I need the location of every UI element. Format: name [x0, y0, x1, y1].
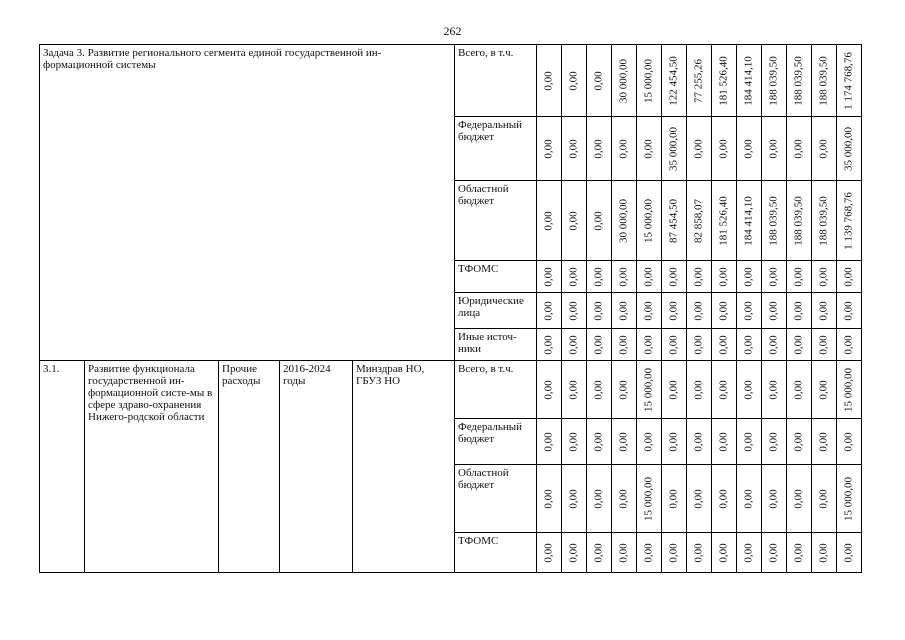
- value-cell: [712, 181, 737, 261]
- value-cell: [637, 533, 662, 573]
- value-cell: [587, 533, 612, 573]
- funding-source-text: Областной бюджет: [458, 467, 509, 491]
- value-cell: [587, 181, 612, 261]
- value-cell: [612, 181, 637, 261]
- value-cell: [637, 181, 662, 261]
- value-cell: [687, 117, 712, 181]
- value-text: 188 039,50: [817, 55, 830, 106]
- value-text: 0,00: [792, 431, 805, 452]
- value-cell: [687, 293, 712, 329]
- value-text: 0,00: [617, 431, 630, 452]
- value-cell: [562, 361, 587, 419]
- value-cell: [687, 361, 712, 419]
- value-text: 0,00: [717, 488, 730, 509]
- value-text: 0,00: [567, 431, 580, 452]
- funding-source-text: Федеральный бюджет: [458, 119, 523, 143]
- value-cell: [587, 465, 612, 533]
- value-text: 188 039,50: [817, 195, 830, 246]
- value-cell: [537, 117, 562, 181]
- value-text: 35 000,00: [842, 126, 855, 171]
- value-text: 0,00: [692, 266, 705, 287]
- value-cell: [837, 361, 862, 419]
- value-cell: [812, 419, 837, 465]
- value-cell: [612, 329, 637, 361]
- value-text: 0,00: [717, 300, 730, 321]
- funding-table: [39, 44, 862, 573]
- funding-source-text: Областной бюджет: [458, 183, 509, 207]
- value-text: 0,00: [717, 334, 730, 355]
- value-cell: [812, 361, 837, 419]
- value-text: 188 039,50: [792, 195, 805, 246]
- value-text: 0,00: [792, 138, 805, 159]
- value-cell: [587, 361, 612, 419]
- value-text: 0,00: [792, 300, 805, 321]
- value-cell: [812, 465, 837, 533]
- funding-source: [455, 361, 537, 419]
- value-text: 0,00: [792, 379, 805, 400]
- value-text: 82 858,07: [692, 198, 705, 243]
- value-text: 0,00: [667, 431, 680, 452]
- value-text: 0,00: [592, 488, 605, 509]
- value-cell: [587, 261, 612, 293]
- value-text: 0,00: [617, 266, 630, 287]
- value-cell: [812, 117, 837, 181]
- value-cell: [737, 181, 762, 261]
- value-text: 0,00: [592, 138, 605, 159]
- value-text: 0,00: [692, 379, 705, 400]
- value-cell: [837, 533, 862, 573]
- value-cell: [587, 329, 612, 361]
- value-text: 0,00: [542, 431, 555, 452]
- value-text: 0,00: [742, 379, 755, 400]
- funding-source-text: Всего, в т.ч.: [458, 47, 514, 59]
- value-cell: [812, 181, 837, 261]
- value-text: 0,00: [642, 431, 655, 452]
- value-cell: [687, 419, 712, 465]
- value-cell: [537, 329, 562, 361]
- funding-source: [455, 261, 537, 293]
- value-text: 0,00: [542, 334, 555, 355]
- value-cell: [712, 45, 737, 117]
- value-text: 0,00: [542, 70, 555, 91]
- expense-type: [219, 361, 280, 573]
- funding-source-text: Всего, в т.ч.: [458, 363, 514, 375]
- value-cell: [762, 117, 787, 181]
- value-text: 30 000,00: [617, 58, 630, 103]
- value-cell: [537, 419, 562, 465]
- table-row: [40, 45, 862, 117]
- value-text: 0,00: [817, 488, 830, 509]
- value-cell: [537, 181, 562, 261]
- value-text: 0,00: [792, 266, 805, 287]
- value-cell: [612, 261, 637, 293]
- value-cell: [587, 117, 612, 181]
- value-cell: [562, 465, 587, 533]
- value-cell: [787, 45, 812, 117]
- value-text: 0,00: [842, 542, 855, 563]
- value-text: 0,00: [767, 542, 780, 563]
- value-text: 0,00: [717, 542, 730, 563]
- value-cell: [837, 293, 862, 329]
- value-text: 0,00: [792, 334, 805, 355]
- value-cell: [712, 533, 737, 573]
- value-text: 0,00: [642, 542, 655, 563]
- value-cell: [637, 261, 662, 293]
- value-cell: [537, 45, 562, 117]
- value-text: 15 000,00: [642, 367, 655, 412]
- value-text: 0,00: [567, 138, 580, 159]
- value-cell: [762, 261, 787, 293]
- value-text: 0,00: [692, 542, 705, 563]
- value-cell: [562, 329, 587, 361]
- funding-source-text: ТФОМС: [458, 535, 499, 547]
- value-cell: [612, 361, 637, 419]
- value-cell: [737, 117, 762, 181]
- value-text: 0,00: [542, 379, 555, 400]
- value-text: 0,00: [567, 334, 580, 355]
- funding-source-text: Иные источ-ники: [458, 331, 517, 355]
- value-text: 35 000,00: [667, 126, 680, 171]
- value-cell: [662, 117, 687, 181]
- value-text: 0,00: [742, 488, 755, 509]
- value-text: 188 039,50: [792, 55, 805, 106]
- value-text: 15 000,00: [642, 198, 655, 243]
- value-text: 0,00: [817, 431, 830, 452]
- value-text: 0,00: [617, 300, 630, 321]
- value-cell: [762, 465, 787, 533]
- value-text: 181 526,40: [717, 55, 730, 106]
- value-text: 0,00: [592, 431, 605, 452]
- value-cell: [562, 181, 587, 261]
- value-cell: [737, 533, 762, 573]
- value-text: 0,00: [567, 300, 580, 321]
- value-text: 0,00: [842, 334, 855, 355]
- item-name: [85, 361, 219, 573]
- value-text: 0,00: [592, 300, 605, 321]
- value-text: 0,00: [592, 379, 605, 400]
- value-text: 0,00: [642, 300, 655, 321]
- value-cell: [762, 329, 787, 361]
- funding-source: [455, 293, 537, 329]
- value-cell: [637, 419, 662, 465]
- value-cell: [712, 465, 737, 533]
- value-cell: [837, 117, 862, 181]
- value-cell: [662, 361, 687, 419]
- value-text: 0,00: [767, 379, 780, 400]
- value-text: 0,00: [767, 266, 780, 287]
- value-cell: [687, 465, 712, 533]
- value-cell: [762, 361, 787, 419]
- value-cell: [687, 533, 712, 573]
- value-text: 0,00: [692, 138, 705, 159]
- task-title-text: Задача 3. Развитие регионального сегмента единой государственной ин-формационной системы: [43, 47, 382, 71]
- value-cell: [612, 465, 637, 533]
- value-cell: [537, 293, 562, 329]
- value-text: 122 454,50: [667, 55, 680, 106]
- value-cell: [662, 329, 687, 361]
- value-text: 15 000,00: [642, 476, 655, 521]
- value-cell: [812, 293, 837, 329]
- value-text: 0,00: [767, 488, 780, 509]
- value-cell: [562, 293, 587, 329]
- value-text: 0,00: [592, 542, 605, 563]
- funding-source: [455, 45, 537, 117]
- value-text: 0,00: [592, 210, 605, 231]
- value-text: 0,00: [667, 300, 680, 321]
- executor: [353, 361, 455, 573]
- value-cell: [662, 45, 687, 117]
- value-text: 0,00: [567, 488, 580, 509]
- value-text: 0,00: [767, 431, 780, 452]
- funding-source: [455, 329, 537, 361]
- value-text: 0,00: [542, 266, 555, 287]
- value-text: 0,00: [717, 266, 730, 287]
- funding-source-text: Федеральный бюджет: [458, 421, 523, 445]
- value-cell: [562, 117, 587, 181]
- value-text: 0,00: [592, 70, 605, 91]
- value-text: 0,00: [817, 379, 830, 400]
- value-text: 0,00: [742, 138, 755, 159]
- value-cell: [787, 419, 812, 465]
- value-text: 188 039,50: [767, 55, 780, 106]
- value-text: 0,00: [742, 334, 755, 355]
- value-cell: [787, 261, 812, 293]
- value-text: 0,00: [692, 431, 705, 452]
- value-text: 0,00: [592, 334, 605, 355]
- period-text: 2016-2024 годы: [283, 363, 331, 387]
- value-cell: [787, 181, 812, 261]
- value-cell: [537, 361, 562, 419]
- value-cell: [637, 465, 662, 533]
- value-cell: [812, 533, 837, 573]
- value-text: 0,00: [767, 334, 780, 355]
- item-number: [40, 361, 85, 573]
- value-cell: [737, 361, 762, 419]
- value-cell: [687, 261, 712, 293]
- value-cell: [737, 45, 762, 117]
- value-cell: [537, 533, 562, 573]
- value-cell: [612, 419, 637, 465]
- value-cell: [612, 293, 637, 329]
- value-cell: [837, 261, 862, 293]
- value-cell: [837, 465, 862, 533]
- value-cell: [562, 261, 587, 293]
- value-text: 0,00: [817, 266, 830, 287]
- value-text: 0,00: [817, 542, 830, 563]
- item-name-text: Развитие функционала государственной ин-формационной систе-мы в сфере здраво-охранения Нижего-родской области: [88, 363, 213, 423]
- value-text: 0,00: [642, 266, 655, 287]
- value-cell: [762, 419, 787, 465]
- value-cell: [587, 293, 612, 329]
- value-text: 0,00: [567, 210, 580, 231]
- value-text: 77 255,26: [692, 58, 705, 103]
- value-text: 0,00: [592, 266, 605, 287]
- value-text: 0,00: [792, 542, 805, 563]
- value-cell: [837, 181, 862, 261]
- value-text: 0,00: [617, 488, 630, 509]
- value-text: 0,00: [842, 431, 855, 452]
- value-cell: [687, 45, 712, 117]
- value-cell: [812, 45, 837, 117]
- value-text: 0,00: [542, 210, 555, 231]
- funding-source: [455, 117, 537, 181]
- value-cell: [787, 533, 812, 573]
- value-text: 87 454,50: [667, 198, 680, 243]
- funding-source-text: Юридические лица: [458, 295, 524, 319]
- table-body: [40, 45, 862, 573]
- value-cell: [712, 329, 737, 361]
- value-cell: [562, 533, 587, 573]
- value-text: 0,00: [717, 431, 730, 452]
- value-cell: [637, 293, 662, 329]
- value-cell: [712, 293, 737, 329]
- value-text: 0,00: [542, 138, 555, 159]
- value-text: 1 174 768,76: [842, 51, 855, 110]
- value-text: 0,00: [567, 542, 580, 563]
- value-text: 184 414,10: [742, 195, 755, 246]
- value-cell: [762, 181, 787, 261]
- value-cell: [637, 361, 662, 419]
- value-text: 0,00: [642, 138, 655, 159]
- funding-source: [455, 533, 537, 573]
- value-text: 30 000,00: [617, 198, 630, 243]
- value-cell: [787, 465, 812, 533]
- value-text: 0,00: [542, 542, 555, 563]
- value-text: 0,00: [617, 334, 630, 355]
- value-cell: [712, 361, 737, 419]
- value-text: 0,00: [742, 431, 755, 452]
- item-number-text: 3.1.: [43, 363, 60, 375]
- value-text: 0,00: [567, 70, 580, 91]
- value-cell: [587, 45, 612, 117]
- period: [280, 361, 353, 573]
- value-cell: [712, 261, 737, 293]
- value-cell: [737, 261, 762, 293]
- table-row: [40, 361, 862, 419]
- value-text: 1 139 768,76: [842, 191, 855, 250]
- value-text: 15 000,00: [842, 367, 855, 412]
- value-text: 0,00: [567, 379, 580, 400]
- value-text: 0,00: [617, 379, 630, 400]
- value-text: 0,00: [667, 542, 680, 563]
- value-cell: [562, 45, 587, 117]
- funding-source-text: ТФОМС: [458, 263, 499, 275]
- value-text: 0,00: [767, 138, 780, 159]
- value-cell: [762, 293, 787, 329]
- value-cell: [637, 117, 662, 181]
- value-text: 0,00: [667, 266, 680, 287]
- value-text: 0,00: [817, 138, 830, 159]
- value-text: 181 526,40: [717, 195, 730, 246]
- value-text: 0,00: [542, 300, 555, 321]
- value-text: 184 414,10: [742, 55, 755, 106]
- value-cell: [787, 117, 812, 181]
- value-text: 15 000,00: [642, 58, 655, 103]
- value-text: 0,00: [842, 266, 855, 287]
- value-cell: [612, 45, 637, 117]
- value-cell: [662, 293, 687, 329]
- funding-source: [455, 419, 537, 465]
- value-cell: [637, 329, 662, 361]
- page-number: 262: [443, 24, 462, 38]
- value-text: 0,00: [817, 300, 830, 321]
- task-title: [40, 45, 455, 361]
- value-cell: [537, 261, 562, 293]
- value-cell: [737, 419, 762, 465]
- value-text: 0,00: [742, 542, 755, 563]
- value-cell: [637, 45, 662, 117]
- value-cell: [662, 261, 687, 293]
- value-text: 0,00: [817, 334, 830, 355]
- value-cell: [837, 419, 862, 465]
- value-cell: [737, 329, 762, 361]
- value-text: 0,00: [567, 266, 580, 287]
- executor-text: Минздрав НО, ГБУЗ НО: [356, 363, 425, 387]
- value-text: 0,00: [667, 379, 680, 400]
- value-text: 0,00: [542, 488, 555, 509]
- value-text: 0,00: [692, 334, 705, 355]
- value-text: 0,00: [792, 488, 805, 509]
- value-cell: [612, 533, 637, 573]
- value-cell: [662, 465, 687, 533]
- expense-type-text: Прочие расходы: [222, 363, 261, 387]
- value-text: 0,00: [692, 488, 705, 509]
- value-cell: [687, 329, 712, 361]
- value-text: 0,00: [617, 138, 630, 159]
- value-cell: [537, 465, 562, 533]
- value-cell: [787, 329, 812, 361]
- value-cell: [837, 329, 862, 361]
- value-text: 0,00: [617, 542, 630, 563]
- value-cell: [562, 419, 587, 465]
- value-cell: [762, 533, 787, 573]
- value-cell: [837, 45, 862, 117]
- value-cell: [737, 465, 762, 533]
- value-text: 0,00: [742, 266, 755, 287]
- funding-source: [455, 181, 537, 261]
- value-cell: [662, 419, 687, 465]
- value-text: 0,00: [717, 379, 730, 400]
- value-text: 0,00: [717, 138, 730, 159]
- value-text: 188 039,50: [767, 195, 780, 246]
- value-cell: [762, 45, 787, 117]
- value-cell: [587, 419, 612, 465]
- value-cell: [737, 293, 762, 329]
- value-text: 0,00: [667, 488, 680, 509]
- value-text: 0,00: [692, 300, 705, 321]
- value-cell: [787, 361, 812, 419]
- funding-source: [455, 465, 537, 533]
- value-text: 0,00: [667, 334, 680, 355]
- value-cell: [812, 329, 837, 361]
- value-text: 0,00: [767, 300, 780, 321]
- value-text: 15 000,00: [842, 476, 855, 521]
- value-cell: [812, 261, 837, 293]
- value-cell: [712, 117, 737, 181]
- value-cell: [662, 181, 687, 261]
- value-cell: [612, 117, 637, 181]
- value-cell: [712, 419, 737, 465]
- value-cell: [787, 293, 812, 329]
- value-text: 0,00: [642, 334, 655, 355]
- value-text: 0,00: [842, 300, 855, 321]
- value-cell: [687, 181, 712, 261]
- value-text: 0,00: [742, 300, 755, 321]
- value-cell: [662, 533, 687, 573]
